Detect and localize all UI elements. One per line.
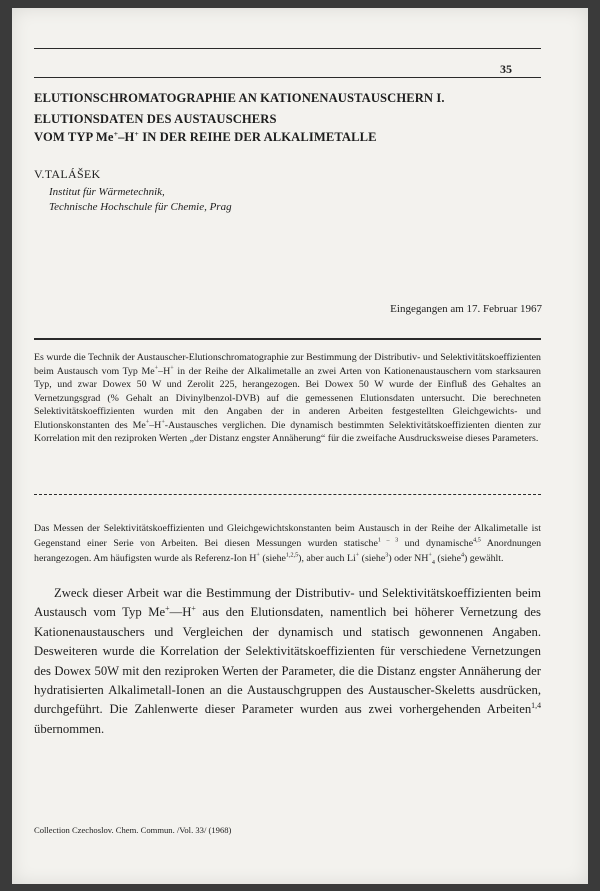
abstract-rule-top bbox=[34, 338, 541, 340]
affiliation-line-1: Institut für Wärmetechnik, bbox=[49, 186, 165, 198]
title-line-1: ELUTIONSCHROMATOGRAPHIE AN KATIONENAUSTAUSCHERN I. bbox=[34, 91, 445, 105]
received-date: Eingegangen am 17. Februar 1967 bbox=[390, 303, 542, 315]
journal-page bbox=[12, 8, 588, 884]
abstract-rule-bottom bbox=[34, 494, 541, 495]
body-paragraph: Zweck dieser Arbeit war die Bestimmung der Distributiv- und Selektivitätskoeffizienten beim Austausch vom Typ Me+—H+ aus den Elutionsdaten, namentlich bei höherer Vernetzung des Kationenaustauschers und Vergleichen der dynamisch und statisch gewonnenen Angaben. Desweiteren wurde die Korrelation der Selektivitätskoeffizienten für verschiedene Vernetzungen des Dowex 50W mit den reziproken Werten der Parameter, die die Distanz engster Annäherung der hydratisierten Alkalimetall-Ionen an die Austauschgruppen des Austauscher-Skeletts ausdrücken, durchgeführt. Die Zahlenwerte dieser Parameter wurden aus zwei vorhergehenden Arbeiten$^{1,4}$ übernommen. bbox=[34, 586, 541, 736]
affiliation-line-2: Technische Hochschule für Chemie, Prag bbox=[49, 201, 232, 213]
header-rule-top bbox=[34, 48, 541, 49]
abstract: Es wurde die Technik der Austauscher-Elutionschromatographie zur Bestimmung der Distributiv- und Selektivitätskoeffizienten beim Austausch vom Typ Me+–H+ in der Reihe der Alkalimetalle an zwei Arten von Kationenaustauschern vom starksauren Typ, und zwar Dowex 50 W und Zerolit 225, herangezogen. Bei Dowex 50 W wurde der Einfluß des Gehaltes an Vernetzungsgrad (% Gehalt an Divinylbenzol-DVB) auf die gemessenen Elutionsdaten untersucht. Die berechneten Selektivitätskoeffizienten wurden mit den Angaben der in anderen Arbeiten festgestellten Gleichgewichts- und Elutionskonstanten des Me+–H+-Austausches verglichen. Die dynamisch bestimmten Selektivitätskoeffizienten dienten zur Korrelation mit den reziproken Werten „der Distanz engster Annäherung“ für die zweifache Ausdrucksweise dieses Parameters. bbox=[34, 352, 541, 445]
author-name: V.TALÁŠEK bbox=[34, 167, 101, 181]
journal-footer: Collection Czechoslov. Chem. Commun. /Vol. 33/ (1968) bbox=[34, 825, 232, 835]
page-number: 35 bbox=[500, 62, 512, 76]
title-line-3: VOM TYP Me+–H+ IN DER REIHE DER ALKALIMETALLE bbox=[34, 128, 377, 144]
header-rule-bottom bbox=[34, 77, 541, 78]
title-line-2: ELUTIONSDATEN DES AUSTAUSCHERS bbox=[34, 112, 277, 126]
intro-paragraph: Das Messen der Selektivitätskoeffizienten und Gleichgewichtskonstanten beim Austausch in der Reihe der Alkalimetalle ist Gegenstand einer Serie von Arbeiten. Bei diesen Messungen wurden statische$^{1 - 3}$ und dynamische$^{4,5}$ Anordnungen herangezogen. Am häufigsten wurde als Referenz-Ion H+ (siehe$^{1,2,5}$), aber auch Li+ (siehe$^3$) oder $NH^+_4$ (siehe$^4$) gewählt. bbox=[34, 523, 542, 567]
